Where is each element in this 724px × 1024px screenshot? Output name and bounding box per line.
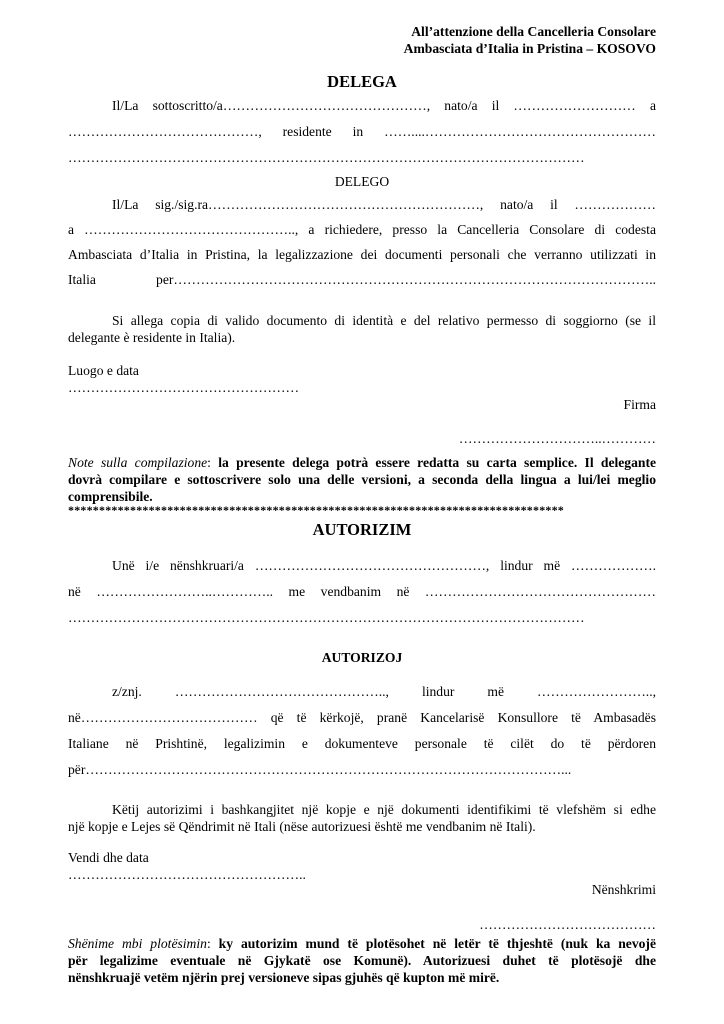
completion-note-text-1: ky autorizim mund të plotësohet në letër të thjeshtë (nuk ka nevojë [218,936,656,951]
delegator-name-line: Il/La sottoscritto/a………………………………………, nato/a il ……………………… a [112,98,656,113]
completion-note-label: Shënime mbi plotësimin [68,936,207,951]
attachment-note-line-2: delegante è residente in Italia). [68,330,236,345]
section-separator: ******************************************************************************** [68,503,564,517]
completion-note-line-2: për legalizime eventuale në Gjykatë ose Komunë). Autorizuesi duhet të plotësojë dhe [68,953,656,968]
compilation-note-line-3: comprensibile. [68,489,153,504]
attachment-note-sq-line-2: një kopje e Lejes së Qëndrimit në Itali (nëse autorizuesi është me vendbanim në Itali). [68,819,536,834]
authorizer-residence-line: në ……………………..………….. me vendbanim në …………………………………………… [68,584,656,599]
place-date-sq-field: …………………………………………….. [68,867,306,882]
authorized-request-line: në………………………………… që të kërkojë, pranë Kancelarisë Konsullore të Ambasadës [68,710,656,725]
place-date-field: …………………………………………… [68,380,300,395]
delegate-use-line: Italia per…………………………………………………………………………………………….. [68,272,656,287]
attachment-note-line-1: Si allega copia di valido documento di identità e del relativo permesso di soggiorno (se il [112,313,656,328]
signature-field: …………………………..………… [458,431,656,446]
compilation-note-text-1: la presente delega potrà essere redatta su carta semplice. Il delegante [218,455,657,470]
signature-sq-field: ………………………………… [479,917,656,932]
recipient-line-2: Ambasciata d’Italia in Pristina – KOSOVO [403,41,656,56]
compilation-note-separator: : [207,455,219,470]
compilation-note-line-1 [68,455,656,471]
recipient-line-1: All’attenzione della Cancelleria Consolare [411,24,656,39]
delegator-extra-line: …………………………………………………………………………………………………… [68,150,585,165]
signature-sq-label: Nënshkrimi [591,882,656,897]
attachment-note-sq-line-1: Këtij autorizimi i bashkangjitet një kopje e një dokumenti identifikimi të vlefshëm si edhe [112,802,656,817]
authorized-use-line: për……………………………………………………………………………………………... [68,762,572,777]
autorizoj-subtitle: AUTORIZOJ [321,650,403,665]
authorized-name-line: z/znj. ……………………………………….., lindur më …………………….., [112,684,656,699]
delegate-purpose-line: Ambasciata d’Italia in Pristina, la legalizzazione dei documenti personali che verranno utilizzati in [68,247,656,262]
delegator-residence-line: ……………………………………, residente in ……....…………………………………………… [68,124,656,139]
authorizer-name-line: Unë i/e nënshkruari/a ……………………………………………, lindur më ………………. [112,558,656,573]
completion-note-line-1 [68,936,656,952]
signature-label: Firma [623,397,656,412]
delegate-name-line: Il/La sig./sig.ra……………………………………………………, nato/a il ……………… [112,197,656,212]
delego-subtitle: DELEGO [334,174,390,189]
delegate-request-line: a ……………………………………….., a richiedere, presso la Cancelleria Consolare di codesta [68,222,656,237]
delega-title: DELEGA [327,72,397,91]
completion-note-separator: : [206,936,219,951]
autorizim-title: AUTORIZIM [312,520,412,539]
place-date-label: Luogo e data [68,363,139,378]
authorizer-extra-line: …………………………………………………………………………………………………… [68,610,585,625]
compilation-note-line-2: dovrà compilare e sottoscrivere solo una delle versioni, a seconda della lingua a lui/lei meglio [68,472,656,487]
authorized-purpose-line: Italiane në Prishtinë, legalizimin e dokumenteve personale të cilët do të përdoren [68,736,656,751]
place-date-sq-label: Vendi dhe data [68,850,149,865]
compilation-note-label: Note sulla compilazione [68,455,208,470]
completion-note-line-3: nënshkruajë vetëm njërin prej versioneve sipas gjuhës që kupton më mirë. [68,970,500,985]
